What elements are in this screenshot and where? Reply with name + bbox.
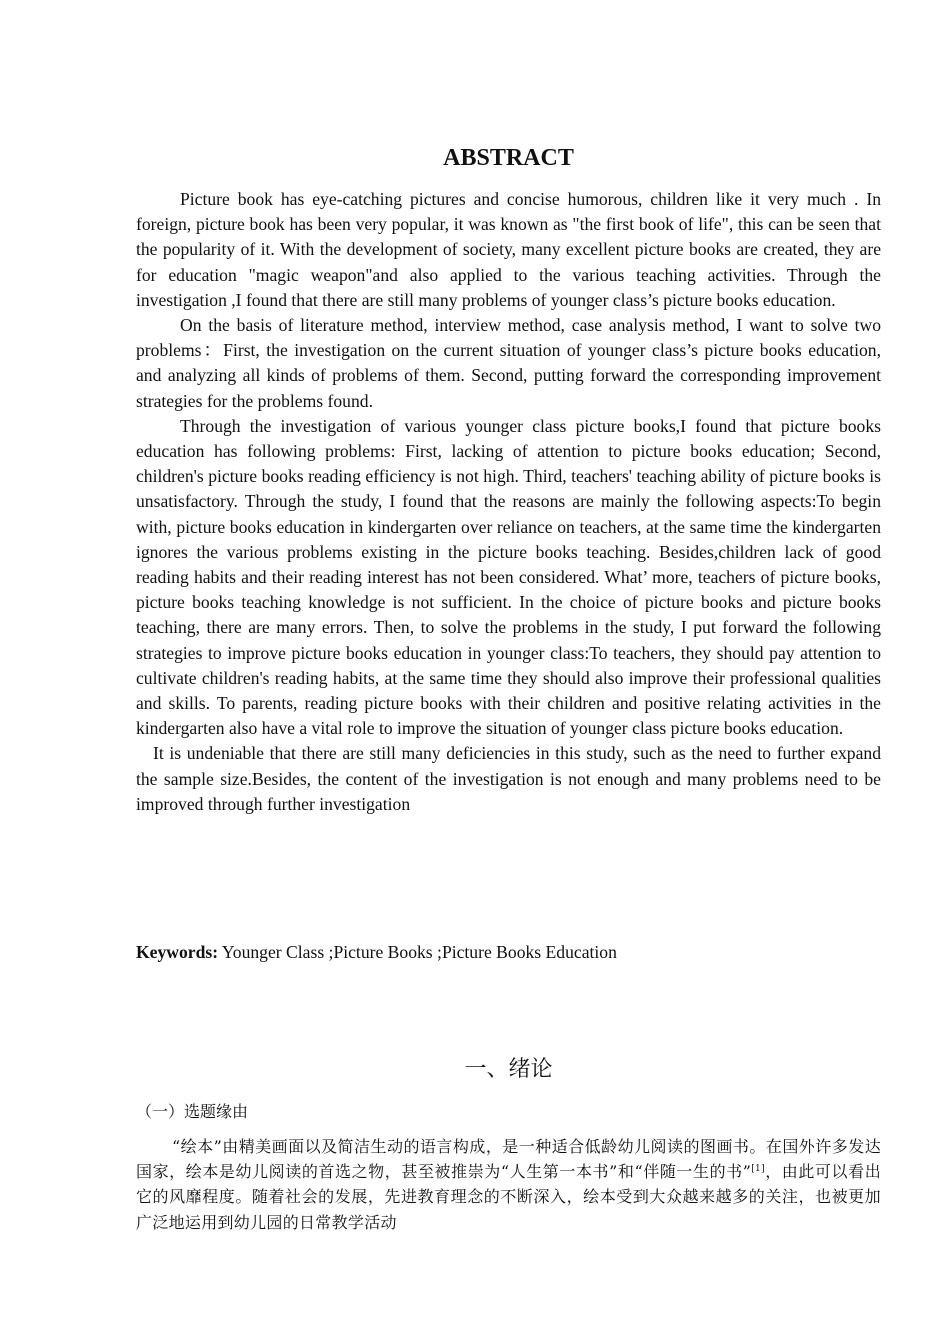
section-title: （一）选题缘由 (136, 1102, 249, 1121)
abstract-paragraph: Through the investigation of various younger class picture books,I found that picture books education has following problems: First, lacking of attention to picture books education; Second, children's picture books reading efficiency is not high. Third, teachers' teaching ability of picture books is unsatisfactory. Through the study, I found that the reasons are mainly the following aspects:To begin with, picture books education in kindergarten over reliance on teachers, at the same time the kindergarten ignores the various problems existing in the picture books teaching. Besides,children lack of good reading habits and their reading interest has not been considered. What’ more, teachers of picture books, picture books teaching knowledge is not sufficient. In the choice of picture books and picture books teaching, there are many errors. Then, to solve the problems in the study, I put forward the following strategies to improve picture books education in younger class:To teachers, they should pay attention to cultivate children's reading habits, at the same time they should also improve their professional qualities and skills. To parents, reading picture books with their children and positive relating activities in the kindergarten also have a vital role to improve the situation of younger class picture books education. (136, 415, 881, 739)
chapter-paragraph (136, 1134, 881, 1235)
abstract-body (136, 187, 881, 817)
chapter-text: ，由此可以看出它的风靡程度。随着社会的发展，先进教育理念的不断深入，绘本受到大众越来越多的关注，也被更加广泛地运用到幼儿园的日常教学活动 (136, 1162, 881, 1232)
abstract-title: ABSTRACT (443, 145, 574, 171)
abstract-paragraph: Picture book has eye-catching pictures and concise humorous, children like it very much . In foreign, picture book has been very popular, it was known as "the first book of life", this can be seen that the popularity of it. With the development of society, many excellent picture books are created, they are for education "magic weapon"and also applied to the various teaching activities. Through the investigation ,I found that there are still many problems of younger class’s picture books education. (136, 189, 881, 310)
keywords-label: Keywords: (136, 942, 219, 962)
keywords-value: Younger Class ;Picture Books ;Picture Books Education (218, 942, 617, 962)
citation-marker: [1] (751, 1164, 765, 1175)
abstract-paragraph: It is undeniable that there are still many deficiencies in this study, such as the need to further expand the sample size.Besides, the content of the investigation is not enough and many problems need to be improved through further investigation (136, 743, 881, 814)
keywords-line (136, 940, 881, 965)
abstract-paragraph: On the basis of literature method, interview method, case analysis method, I want to solve two problems：First, the investigation on the current situation of younger class’s picture books education, and analyzing all kinds of problems of them. Second, putting forward the corresponding improvement strategies for the problems found. (136, 315, 881, 411)
chapter-text: “绘本”由精美画面以及简洁生动的语言构成，是一种适合低龄幼儿阅读的图画书。在国外许多发达国家，绘本是幼儿阅读的首选之物，甚至被推崇为“人生第一本书”和“伴随一生的书” (136, 1137, 881, 1182)
chapter-title: 一、绪论 (464, 1057, 553, 1082)
